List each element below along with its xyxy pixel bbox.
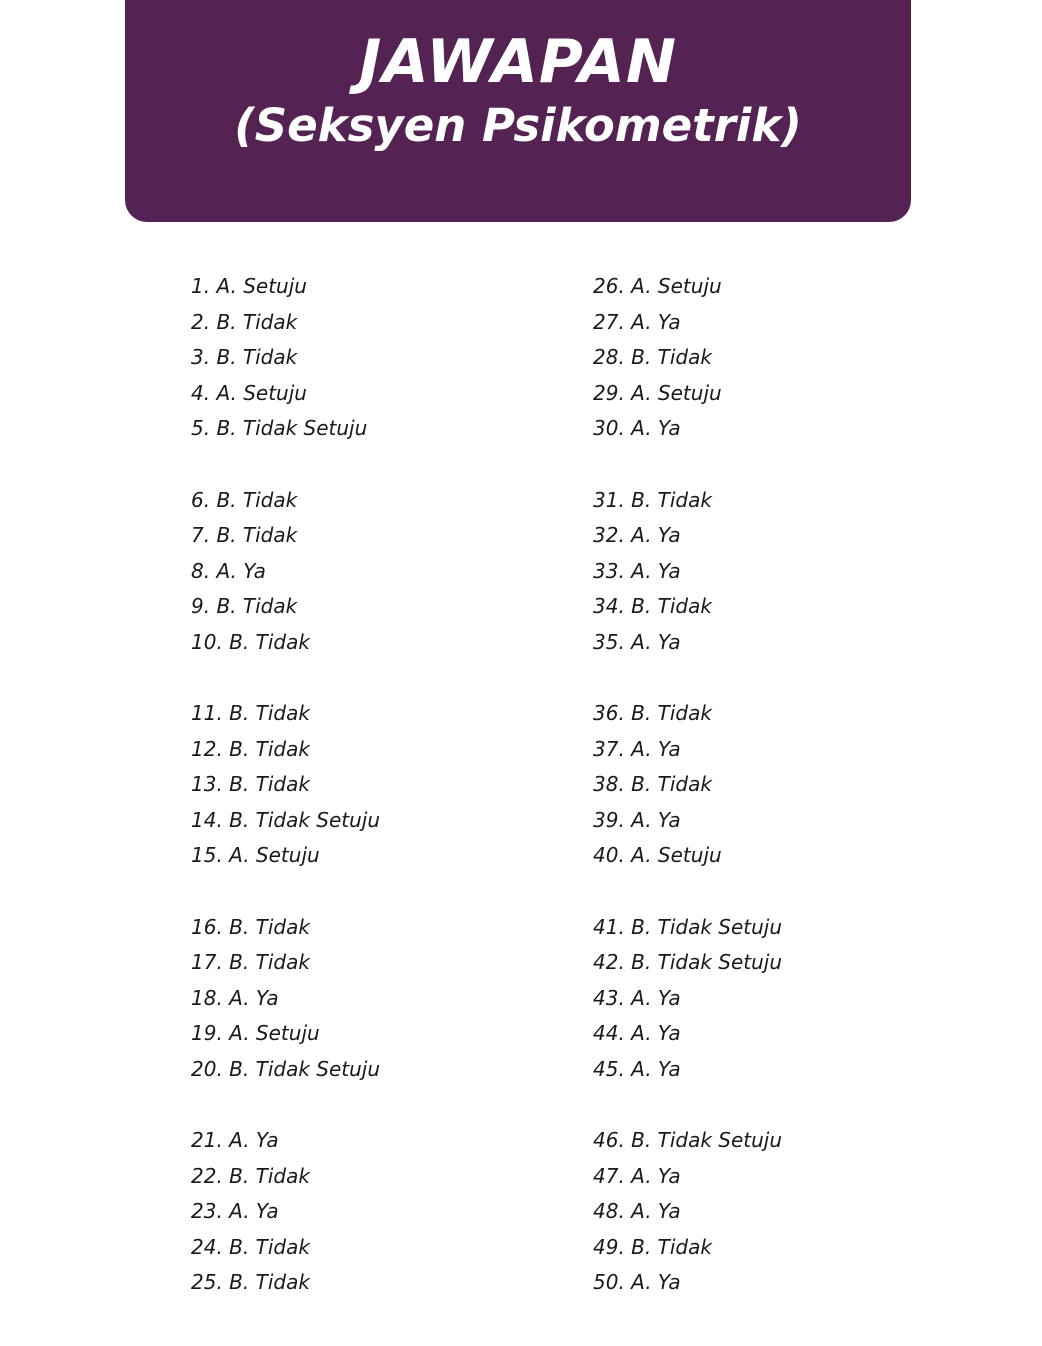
answer-item: 34. B. Tidak <box>593 594 712 618</box>
answer-item: 37. A. Ya <box>593 736 681 761</box>
header-banner <box>125 0 911 222</box>
answer-item: 21. A. Ya <box>191 1128 279 1152</box>
page-subtitle: (Seksyen Psikometrik) <box>234 99 802 152</box>
answer-item: 18. A. Ya <box>191 985 279 1010</box>
answers-column-right <box>593 269 973 1337</box>
answer-item: 20. B. Tidak Setuju <box>191 1056 381 1081</box>
answer-item: 38. B. Tidak <box>593 772 712 796</box>
answer-item: 49. B. Tidak <box>593 1234 712 1259</box>
answer-item: 16. B. Tidak <box>191 914 310 939</box>
answer-item: 2. B. Tidak <box>191 309 298 334</box>
answers-column-left <box>191 269 571 1337</box>
answer-item: 43. A. Ya <box>593 985 681 1010</box>
answer-group <box>593 269 973 447</box>
answer-item: 23. A. Ya <box>191 1199 279 1223</box>
answer-group <box>191 1123 571 1301</box>
answer-group <box>191 269 571 447</box>
answer-item: 10. B. Tidak <box>191 629 310 654</box>
answer-item: 47. A. Ya <box>593 1163 681 1188</box>
answer-item: 3. B. Tidak <box>191 345 298 369</box>
answer-item: 11. B. Tidak <box>191 701 310 725</box>
answer-item: 35. A. Ya <box>593 629 681 654</box>
answer-item: 50. A. Ya <box>593 1270 681 1294</box>
answer-group <box>191 483 571 661</box>
answer-group <box>593 696 973 874</box>
answer-item: 15. A. Setuju <box>191 843 320 867</box>
answer-item: 8. A. Ya <box>191 558 266 583</box>
answer-item: 33. A. Ya <box>593 558 681 583</box>
page-title: JAWAPAN <box>358 27 678 97</box>
answer-item: 24. B. Tidak <box>191 1234 310 1259</box>
answer-item: 12. B. Tidak <box>191 736 310 761</box>
answer-item: 7. B. Tidak <box>191 523 298 547</box>
answer-item: 46. B. Tidak Setuju <box>593 1128 783 1152</box>
answer-item: 5. B. Tidak Setuju <box>191 416 368 440</box>
answer-group <box>593 483 973 661</box>
answer-item: 44. A. Ya <box>593 1021 681 1045</box>
answer-item: 29. A. Setuju <box>593 380 722 405</box>
answer-item: 40. A. Setuju <box>593 843 722 867</box>
answer-item: 27. A. Ya <box>593 309 681 334</box>
answer-item: 48. A. Ya <box>593 1199 681 1223</box>
answer-item: 9. B. Tidak <box>191 594 298 618</box>
answer-item: 4. A. Setuju <box>191 380 307 405</box>
answer-item: 25. B. Tidak <box>191 1270 310 1294</box>
answer-group <box>593 1123 973 1301</box>
answer-item: 26. A. Setuju <box>593 274 722 298</box>
answer-item: 36. B. Tidak <box>593 701 712 725</box>
answer-item: 28. B. Tidak <box>593 345 712 369</box>
answer-item: 42. B. Tidak Setuju <box>593 950 783 974</box>
answer-item: 19. A. Setuju <box>191 1021 320 1045</box>
answer-item: 41. B. Tidak Setuju <box>593 914 783 939</box>
answer-item: 30. A. Ya <box>593 416 681 440</box>
answer-item: 32. A. Ya <box>593 523 681 547</box>
answer-item: 14. B. Tidak Setuju <box>191 807 381 832</box>
answer-item: 31. B. Tidak <box>593 487 712 512</box>
answer-group <box>593 910 973 1088</box>
answer-item: 17. B. Tidak <box>191 950 310 974</box>
answer-item: 39. A. Ya <box>593 807 681 832</box>
answer-item: 13. B. Tidak <box>191 772 310 796</box>
answer-item: 45. A. Ya <box>593 1056 681 1081</box>
answer-item: 22. B. Tidak <box>191 1163 310 1188</box>
answer-item: 1. A. Setuju <box>191 274 307 298</box>
answer-item: 6. B. Tidak <box>191 487 298 512</box>
answer-group <box>191 696 571 874</box>
answer-group <box>191 910 571 1088</box>
